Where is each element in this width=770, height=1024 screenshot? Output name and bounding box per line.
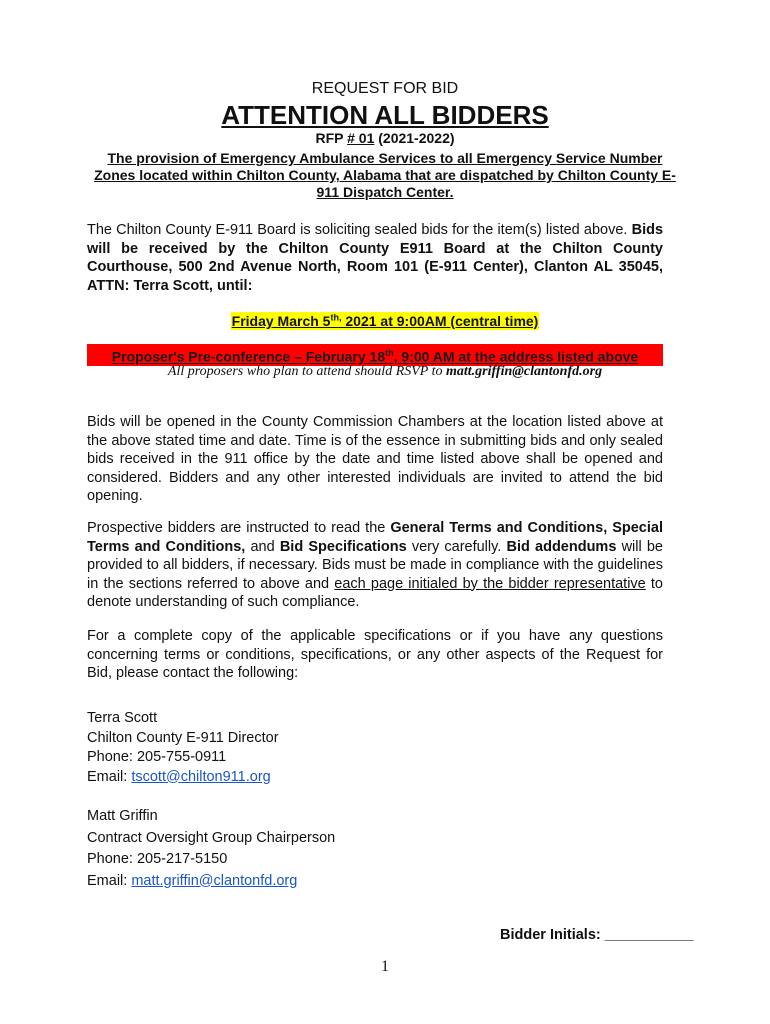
contact-title: Chilton County E-911 Director: [87, 729, 279, 746]
deadline-post: 2021 at 9:00AM (central time): [341, 312, 539, 329]
contact-email-row: [87, 871, 335, 893]
contact-terra-scott: [87, 709, 279, 787]
rsvp-email: matt.griffin@clantonfd.org: [445, 364, 603, 379]
email-label: Email:: [87, 872, 132, 889]
contact-phone: Phone: 205-217-5150: [87, 851, 228, 867]
instr-t3: very carefully.: [406, 538, 507, 555]
rsvp-note: [0, 364, 770, 380]
preconference-banner: [87, 344, 663, 366]
intro-paragraph: [87, 221, 663, 295]
rfp-label: RFP: [315, 130, 344, 146]
instr-t2: and: [245, 538, 280, 555]
deadline-pre: Friday March 5: [231, 312, 331, 329]
instr-t1: Prospective bidders are instructed to read the: [87, 520, 391, 536]
contact-name: Terra Scott: [87, 710, 158, 726]
contact-matt-griffin: [87, 806, 335, 892]
deadline: [0, 312, 770, 329]
instr-b1: General Terms and Conditions, Special Terms and Conditions,: [87, 520, 663, 555]
instr-t5: to denote understanding of such compliance.: [87, 575, 663, 610]
deadline-sup: th,: [330, 312, 342, 322]
rfp-number: [0, 130, 770, 146]
instructions-paragraph: [87, 519, 663, 612]
attention-title: ATTENTION ALL BIDDERS: [221, 100, 549, 130]
email-link[interactable]: matt.griffin@clantonfd.org: [131, 872, 298, 889]
page-number: 1: [381, 958, 389, 975]
email-label: Email:: [87, 768, 132, 785]
contact-email-row: [87, 768, 279, 788]
preconf-sup: th: [385, 348, 394, 358]
contact-intro-paragraph: For a complete copy of the applicable specifications or if you have any questions concerning terms or conditions, specifications, or any other aspects of the Request for Bid, please contact the following:: [87, 628, 663, 681]
instr-u1: each page initialed by the bidder representative: [334, 575, 646, 592]
contact-phone: Phone: 205-755-0911: [87, 749, 227, 765]
rfp-num: # 01: [347, 130, 375, 146]
rsvp-text: All proposers who plan to attend should RSVP to: [167, 364, 446, 379]
bidder-initials: Bidder Initials: ___________: [500, 927, 694, 943]
intro-lead: The Chilton County E-911 Board is soliciting sealed bids for the item(s) listed above.: [87, 222, 628, 238]
preconf-pre: Proposer's Pre-conference – February 18: [111, 348, 386, 365]
opening-paragraph: Bids will be opened in the County Commission Chambers at the location listed above at the above stated time and date. Time is of the essence in submitting bids and only sealed bids received in the 911 office by the date and time listed above shall be opened and considered. Bidders and any other interested individuals are invited to attend the bid opening.: [87, 414, 663, 504]
preconf-post: , 9:00 AM at the address listed above: [393, 348, 639, 365]
instr-b3: Bid addendums: [506, 538, 617, 555]
email-link[interactable]: tscott@chilton911.org: [131, 768, 271, 785]
instr-b2: Bid Specifications: [279, 538, 407, 555]
contact-title: Contract Oversight Group Chairperson: [87, 829, 336, 846]
deadline-highlight: [231, 312, 540, 330]
intro-bold: Bids will be received by the Chilton County E911 Board at the Chilton County Courthouse, 500 2nd Avenue North, Room 101 (E-911 Center), Clanton AL 35045, ATTN: Terra Scott, until:: [87, 222, 664, 294]
provision-title: The provision of Emergency Ambulance Services to all Emergency Service Number Zones located within Chilton County, Alabama that are dispatched by Chilton County E-911 Dispatch Center.: [94, 150, 676, 200]
instr-t4: will be provided to all bidders, if necessary. Bids must be made in compliance with the guidelines in the sections referred to above and: [87, 538, 663, 592]
contact-name: Matt Griffin: [87, 808, 158, 824]
rfp-year: (2021-2022): [378, 130, 455, 146]
request-heading: REQUEST FOR BID: [311, 80, 459, 97]
